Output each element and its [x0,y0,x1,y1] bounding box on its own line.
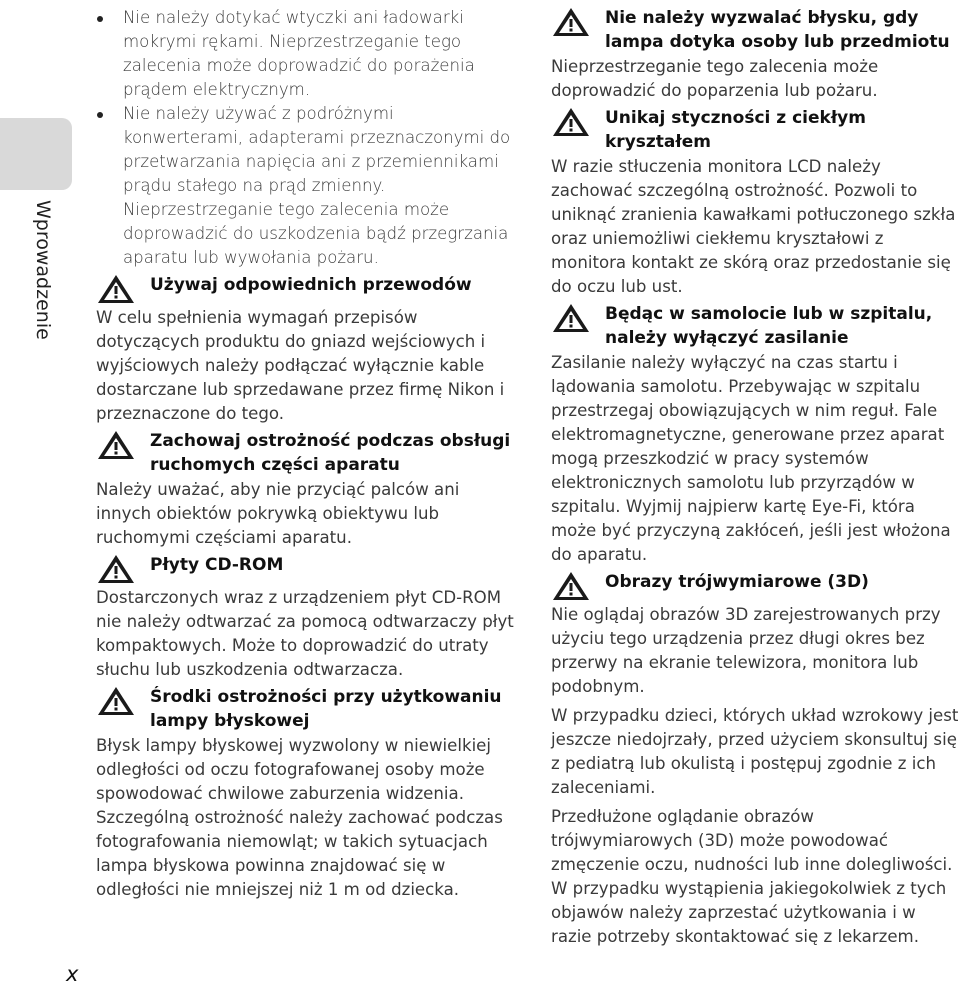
warning-triangle-icon [551,106,591,138]
section-heading: Środki ostrożności przy użytkowaniu lampy błyskowej [150,687,502,731]
section-heading: Będąc w samolocie lub w szpitalu, należy wyłączyć zasilanie [605,304,933,348]
section-heading: Unikaj styczności z ciekłym kryształem [605,108,866,152]
section-paragraph: Przedłużone oglądanie obrazów trójwymiarowych (3D) może powodować zmęczenie oczu, nudności lub inne dolegliwości. W przypadku wystąpienia jakiegokolwiek z tych objawów należy zaprzestać użytkowania i w razie potrzeby skontaktować się z lekarzem. [551,807,953,946]
section-cables [96,273,514,426]
bullet-text: Nie należy używać z podróżnymi konwerterami, adapterami przeznaczonymi do przetwarzania napięcia ani z przemiennikami prądu stałego na prąd zmienny. Nieprzestrzeganie tego zalecenia może doprowadzić do uszkodzenia bądź przegrzania aparatu lub wywołania pożaru. [123,104,511,267]
section-cd-rom [96,553,514,682]
warning-triangle-icon [96,429,136,461]
section-body: W razie stłuczenia monitora LCD należy zachować szczególną ostrożność. Pozwoli to uniknąć zranienia kawałkami potłuczonego szkła oraz uniemożliwi ciekłemu kryształowi z monitora kontakt ze skórą oraz przedostanie się do oczu lub ust. [551,157,956,296]
section-liquid-crystal [551,106,960,299]
section-heading: Używaj odpowiednich przewodów [150,275,472,295]
section-tab [0,118,72,190]
section-body: W celu spełnienia wymagań przepisów dotyczących produktu do gniazd wejściowych i wyjściowych należy podłączać wyłącznie kable dostarczane lub sprzedawane przez firmę Nikon i przeznaczone do tego. [96,308,505,423]
section-heading: Płyty CD-ROM [150,555,284,575]
page-number: x [66,962,79,986]
section-body: Zasilanie należy wyłączyć na czas startu i lądowania samolotu. Przebywając w szpitalu przestrzegaj obowiązujących w nim reguł. Fale elektromagnetyczne, generowane przez aparat mogą przeszkodzić w pracy systemów elektronicznych samolotu lub przyrządów w szpitalu. Wyjmij najpierw kartę Eye-Fi, która może być przyczyną zakłóceń, jeśli jest włożona do aparatu. [551,353,951,564]
section-heading: Obrazy trójwymiarowe (3D) [605,572,869,592]
warning-triangle-icon [96,273,136,305]
section-tab-label-wrap [32,200,54,340]
warning-triangle-icon [551,6,591,38]
warning-triangle-icon [551,302,591,334]
warning-triangle-icon [551,570,591,602]
section-body: Należy uważać, aby nie przyciąć palców ani innych obiektów pokrywką obiektywu lub ruchomymi częściami aparatu. [96,480,460,547]
section-3d-images [551,570,960,949]
warning-triangle-icon [96,685,136,717]
bullet-list [96,6,514,270]
list-item [96,102,514,270]
section-flash-contact [551,6,960,103]
section-moving-parts [96,429,514,550]
section-body: Błysk lampy błyskowej wyzwolony w niewielkiej odległości od oczu fotografowanej osoby może spowodować chwilowe zaburzenia widzenia. Szczególną ostrożność należy zachować podczas fotografowania niemowląt; w takich sytuacjach lampa błyskowa powinna znajdować się w odległości nie mniejszej niż 1 m od dziecka. [96,736,503,899]
section-tab-label: Wprowadzenie [32,200,54,340]
left-column [96,6,514,902]
warning-triangle-icon [96,553,136,585]
section-body: Nieprzestrzeganie tego zalecenia może doprowadzić do poparzenia lub pożaru. [551,57,879,100]
list-item [96,6,514,102]
section-body: Dostarczonych wraz z urządzeniem płyt CD-ROM nie należy odtwarzać za pomocą odtwarzaczy płyt kompaktowych. Może to doprowadzić do utraty słuchu lub uszkodzenia odtwarzacza. [96,588,514,679]
section-heading: Zachowaj ostrożność podczas obsługi ruchomych części aparatu [150,431,511,475]
section-paragraph: Nie oglądaj obrazów 3D zarejestrowanych przy użyciu tego urządzenia przez długi okres bez przerwy na ekranie telewizora, monitora lub podobnym. [551,605,941,696]
section-heading: Nie należy wyzwalać błysku, gdy lampa dotyka osoby lub przedmiotu [605,8,950,52]
section-aircraft-hospital [551,302,960,567]
bullet-text: Nie należy dotykać wtyczki ani ładowarki mokrymi rękami. Nieprzestrzeganie tego zalecenia może doprowadzić do porażenia prądem elektrycznym. [123,8,475,99]
right-column [551,6,960,949]
section-paragraph: W przypadku dzieci, których układ wzrokowy jest jeszcze niedojrzały, przed użyciem skonsultuj się z pediatrą lub okulistą i postępuj zgodnie z ich zaleceniami. [551,706,959,797]
section-flash-precautions [96,685,514,902]
